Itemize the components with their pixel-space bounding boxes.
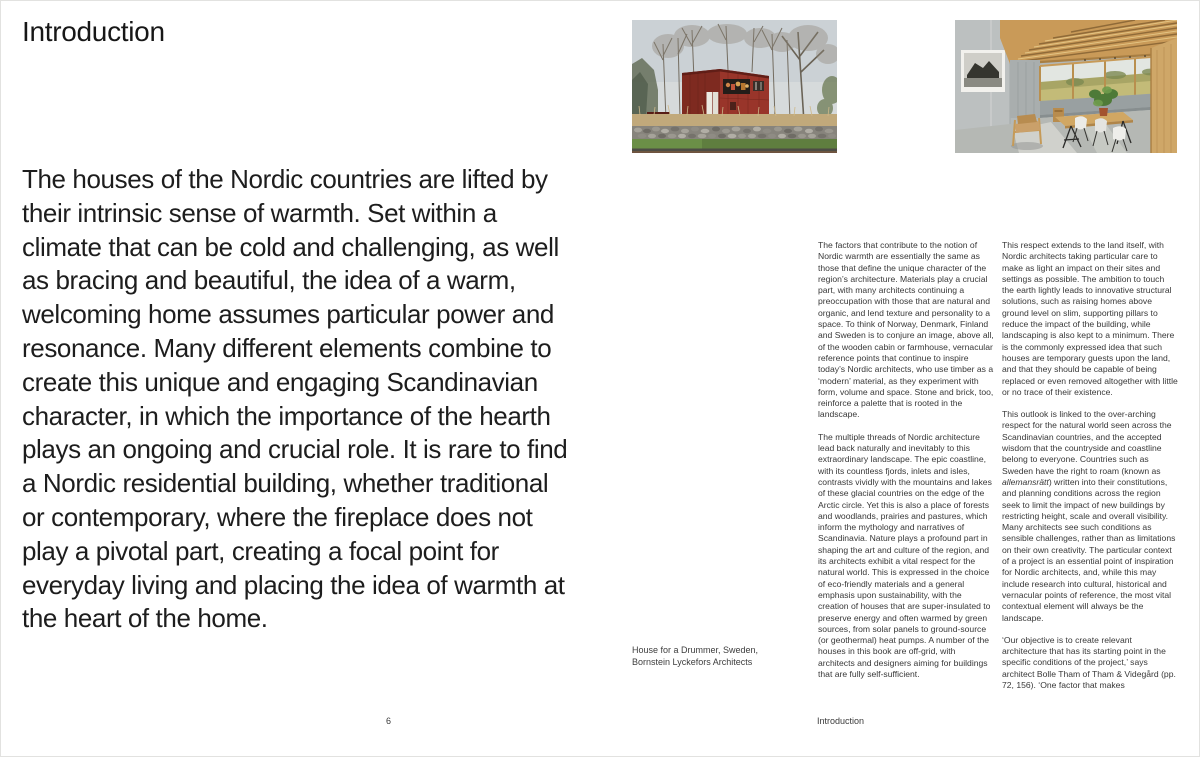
body-paragraph: This respect extends to the land itself, with Nordic architects taking particular care to make as light an impact on their sites and settings as possible. The ambition to touch the earth lightly leads to innovative structural solutions, such as raising homes above ground level on slim, supporting pillars to reduce the impact of the building, while landscaping is also kept to a minimum. There is the commonly expressed idea that such houses are temporary guests upon the land, and that they should be capable of being replaced or even removed altogether with little or no trace of their existence. bbox=[1002, 240, 1178, 397]
body-paragraph: The multiple threads of Nordic architecture lead back naturally and inevitably to this extraordinary landscape. The epic coastline, with its countless fjords, inlets and isles, contrasts vividly with the mountains and lakes of these glacial countries on the edge of the Arctic circle. Yet this is also a place of forests and woodlands, prairies and pastures, which inform the mythology and narratives of Scandinavia. Nature plays a profound part in shaping the art and culture of the region, and its architects exhibit a vital respect for the natural world. This is expressed in the choice of eco-friendly materials and a general emphasis upon sustainability, with the creation of houses that are super-insulated to preserve energy and often warmed by green sources, from solar panels to ground-source (or geothermal) heat pumps. A number of the houses in this book are off-grid, with architects and designers aiming for buildings that are fully self-sufficient. bbox=[818, 431, 992, 679]
photo-caption bbox=[632, 644, 758, 668]
red-house-exterior-photo bbox=[632, 20, 837, 153]
body-paragraph: This outlook is linked to the over-arching respect for the natural world seen across the Scandinavian countries, and the accepted wisdom that the countryside and coastline belong to everyone. Countries such as Sweden have the right to roam (known as allemansrätt) written into their constitutions, and planning conditions across the region seek to limit the impact of new buildings by restricting height, scale and overall visibility. Many architects see such conditions as sensible challenges, rather than as limitations on their own creativity. The particular context of a project is an essential point of inspiration for Nordic architects, and, while this may include research into cultural, historical and vernacular points of reference, the most vital contextual element will always be the landscape. bbox=[1002, 409, 1176, 623]
body-column-1 bbox=[818, 240, 994, 691]
body-paragraph: The factors that contribute to the notion of Nordic warmth are essentially the same as those that define the unique character of the region’s architecture. Materials play a crucial part, with many architects continuing a preoccupation with those that are natural and organic, and lend texture and personality to a space. To think of Norway, Denmark, Finland and Sweden is to conjure an image, above all, of the wooden cabin or farmhouse, vernacular reference points that continue to inspire today’s Nordic architects, who use timber as a ‘modern’ material, as they experiment with form, volume and space. Stone and brick, too, reinforce a palette that is rooted in the landscape. bbox=[818, 240, 994, 420]
page-number: 6 bbox=[386, 716, 392, 726]
caption-line-2: Bornstein Lyckefors Architects bbox=[632, 657, 753, 667]
caption-line-1: House for a Drummer, Sweden, bbox=[632, 645, 759, 655]
running-footer-label: Introduction bbox=[817, 716, 865, 726]
body-column-2 bbox=[1002, 240, 1178, 702]
body-paragraph: ‘Our objective is to create relevant architecture that has its starting point in the specific conditions of the project,’ says architect Bolle Tham of Tham & Videgård (pp. 72, 156). ‘One factor that makes bbox=[1002, 634, 1176, 690]
interior-dining-photo bbox=[955, 20, 1177, 153]
intro-body-text: The houses of the Nordic countries are lifted by their intrinsic sense of warmth. Set within a climate that can be cold and challenging, as well as bracing and beautiful, the idea of a warm, welcoming home assumes particular power and resonance. Many different elements combine to create this unique and engaging Scandinavian character, in which the importance of the hearth plays an ongoing and crucial role. It is rare to find a Nordic residential building, whether traditional or contemporary, where the fireplace does not play a pivotal part, creating a focal point for everyday living and placing the idea of warmth at the heart of the home. bbox=[22, 164, 568, 634]
page-title: Introduction bbox=[22, 16, 165, 47]
